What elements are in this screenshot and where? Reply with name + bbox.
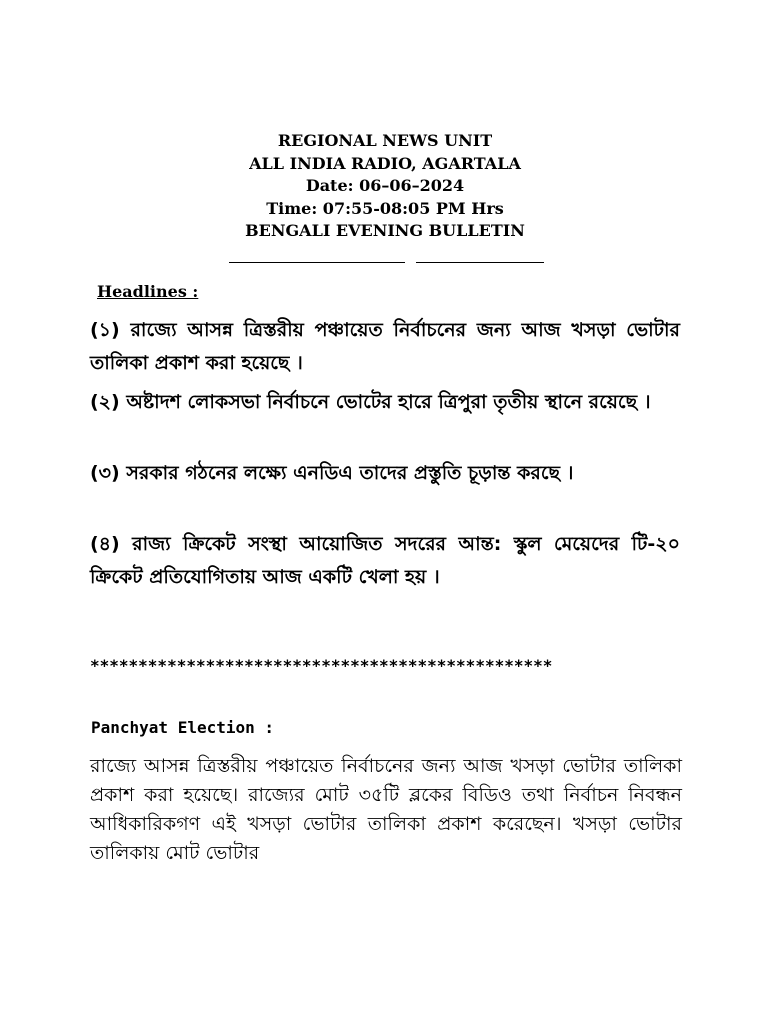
section-body: রাজ্যে আসন্ন ত্রিস্তরীয় পঞ্চায়েত নির্বাচনের জন্য আজ খসড়া ভোটার তালিকা প্রকাশ করা হয়েছে। রাজ্যের মোট ৩৫টি ব্লকের বিডিও তথা নির্বাচন নিবন্ধন আধিকারিকগণ এই খসড়া ভোটার তালিকা প্রকাশ করেছেন। খসড়া ভোটার তালিকায় মোট ভোটার — [90, 755, 682, 864]
headline-item: (৪) রাজ্য ক্রিকেট সংস্থা আয়োজিত সদরের আন্ত: স্কুল মেয়েদের টি-২০ ক্রিকেট প্রতিযোগিতায় আজ একটি খেলা হয় । — [90, 533, 680, 588]
headlines-label: Headlines : — [97, 282, 199, 301]
header-divider-left — [229, 262, 405, 263]
headline-item: (২) অষ্টাদশ লোকসভা নির্বাচনে ভোটের হারে ত্রিপুরা তৃতীয় স্থানে রয়েছে । — [90, 391, 651, 413]
bulletin-header — [0, 130, 770, 243]
header-divider-right — [416, 262, 544, 263]
section-title: Panchyat Election : — [91, 718, 275, 737]
header-station: ALL INDIA RADIO, AGARTALA — [249, 153, 521, 173]
header-time: Time: 07:55-08:05 PM Hrs — [266, 198, 504, 218]
separator-line: ************************************************ — [90, 656, 553, 675]
headline-item: (১) রাজ্যে আসন্ন ত্রিস্তরীয় পঞ্চায়েত নির্বাচনের জন্য আজ খসড়া ভোটার তালিকা প্রকাশ করা হয়েছে । — [90, 319, 680, 374]
header-bulletin-name: BENGALI EVENING BULLETIN — [245, 221, 525, 240]
headline-item: (৩) সরকার গঠনের লক্ষ্যে এনডিএ তাদের প্রস্তুতি চূড়ান্ত করছে । — [90, 462, 574, 484]
header-date: Date: 06–06–2024 — [305, 176, 465, 195]
header-unit: REGIONAL NEWS UNIT — [277, 131, 493, 150]
